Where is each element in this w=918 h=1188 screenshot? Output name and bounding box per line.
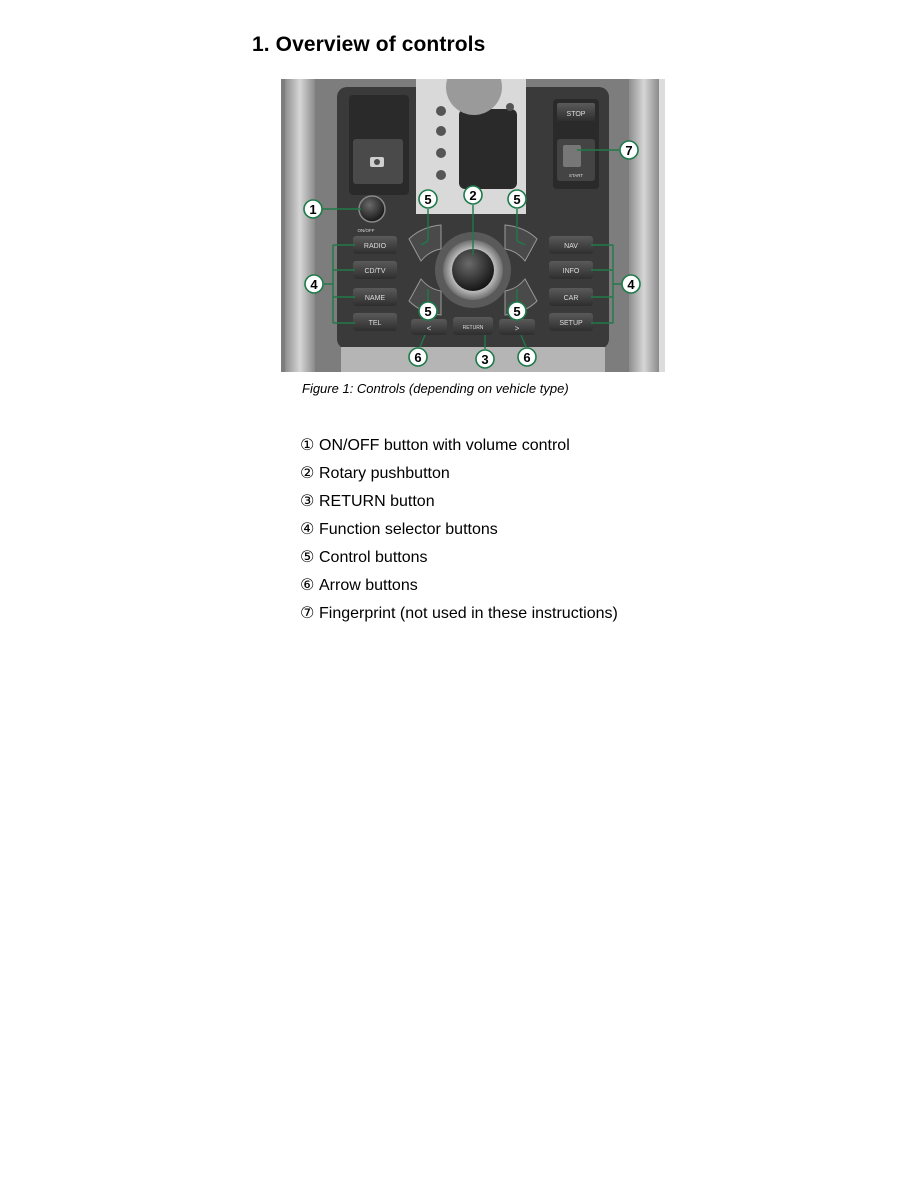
gear-indicator-p xyxy=(436,106,446,116)
svg-text:5: 5 xyxy=(513,192,521,207)
callout-6-right xyxy=(518,348,536,366)
svg-text:4: 4 xyxy=(627,277,635,292)
legend-number: ③ xyxy=(300,493,315,510)
callout-2 xyxy=(464,186,482,204)
gear-indicator-d xyxy=(436,170,446,180)
svg-text:4: 4 xyxy=(310,277,318,292)
left-trim-rail xyxy=(285,79,315,372)
callout-1 xyxy=(304,200,322,218)
legend-list xyxy=(300,433,618,629)
radio-label: RADIO xyxy=(363,243,387,250)
legend-number: ⑦ xyxy=(300,605,315,622)
legend-item xyxy=(300,489,618,517)
figure-caption: Figure 1: Controls (depending on vehicle type) xyxy=(302,381,569,396)
callout-4-left xyxy=(305,275,323,293)
callout-5-bottom-left xyxy=(419,302,437,320)
svg-text:2: 2 xyxy=(469,188,477,203)
arrow-left-icon: < xyxy=(426,324,432,333)
legend-number: ⑥ xyxy=(300,577,315,594)
button-radio[interactable] xyxy=(353,236,397,254)
rotary-pushbutton[interactable] xyxy=(452,249,494,291)
arrow-left-button[interactable] xyxy=(411,319,447,335)
legend-number: ① xyxy=(300,437,315,454)
legend-item xyxy=(300,601,618,629)
cd-tv-label: CD/TV xyxy=(364,268,386,275)
callout-5-top-left xyxy=(419,190,437,208)
return-label: RETURN xyxy=(462,325,484,331)
svg-text:6: 6 xyxy=(414,350,422,365)
car-label: CAR xyxy=(563,295,579,302)
svg-text:7: 7 xyxy=(625,143,633,158)
button-nav[interactable] xyxy=(549,236,593,254)
button-setup[interactable] xyxy=(549,313,593,331)
stop-label: STOP xyxy=(566,111,586,118)
svg-text:6: 6 xyxy=(523,350,531,365)
button-tel[interactable] xyxy=(353,313,397,331)
button-name[interactable] xyxy=(353,288,397,306)
button-info[interactable] xyxy=(549,261,593,279)
svg-text:5: 5 xyxy=(424,192,432,207)
legend-text: Control buttons xyxy=(319,549,428,566)
arrow-right-icon: > xyxy=(514,324,520,333)
on-off-label: ON/OFF xyxy=(357,228,375,233)
legend-text: RETURN button xyxy=(319,493,435,510)
legend-number: ⑤ xyxy=(300,549,315,566)
button-cd-tv[interactable] xyxy=(353,261,397,279)
svg-text:5: 5 xyxy=(424,304,432,319)
callout-6-left xyxy=(409,348,427,366)
setup-label: SETUP xyxy=(559,320,583,327)
legend-item xyxy=(300,545,618,573)
name-label: NAME xyxy=(364,295,386,302)
legend-text: Arrow buttons xyxy=(319,577,418,594)
callout-7 xyxy=(620,141,638,159)
legend-number: ② xyxy=(300,465,315,482)
right-trim-rail xyxy=(629,79,659,372)
svg-text:5: 5 xyxy=(513,304,521,319)
callout-3 xyxy=(476,350,494,368)
nav-label: NAV xyxy=(564,243,578,250)
callout-5-top-right xyxy=(508,190,526,208)
legend-text: ON/OFF button with volume control xyxy=(319,437,570,454)
svg-text:3: 3 xyxy=(481,352,489,367)
console-illustration xyxy=(281,79,665,372)
tel-label: TEL xyxy=(368,320,382,327)
legend-item xyxy=(300,517,618,545)
legend-text: Rotary pushbutton xyxy=(319,465,450,482)
callout-5-bottom-right xyxy=(508,302,526,320)
legend-text: Function selector buttons xyxy=(319,521,498,538)
svg-text:1: 1 xyxy=(309,202,317,217)
gear-indicator-r xyxy=(436,126,446,136)
legend-number: ④ xyxy=(300,521,315,538)
arrow-right-button[interactable] xyxy=(499,319,535,335)
legend-item xyxy=(300,461,618,489)
return-button[interactable] xyxy=(453,317,493,335)
info-label: INFO xyxy=(562,268,580,275)
callout-4-right xyxy=(622,275,640,293)
on-off-knob[interactable] xyxy=(359,196,385,222)
legend-text: Fingerprint (not used in these instructions) xyxy=(319,605,618,622)
legend-item xyxy=(300,433,618,461)
controls-figure xyxy=(281,79,665,372)
legend-item xyxy=(300,573,618,601)
gear-indicator-n xyxy=(436,148,446,158)
button-car[interactable] xyxy=(549,288,593,306)
start-label: START xyxy=(568,173,584,178)
page-title: 1. Overview of controls xyxy=(252,33,486,56)
